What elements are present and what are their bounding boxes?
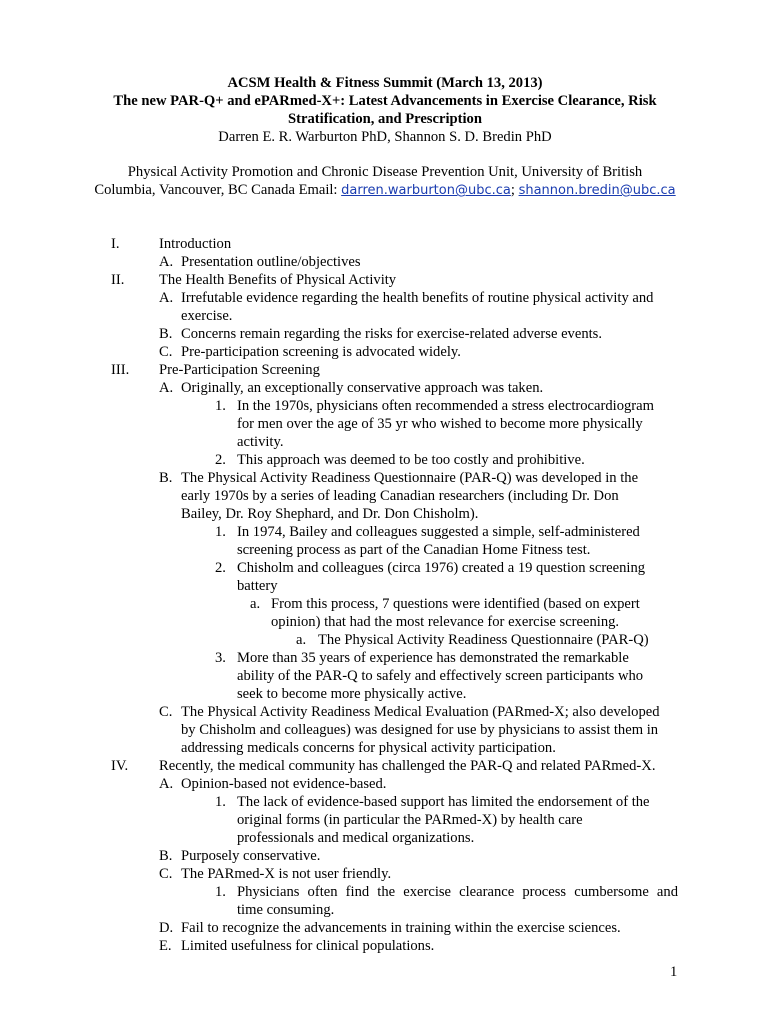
subitem-label: 2. xyxy=(215,560,226,576)
item-text: Presentation outline/objectives xyxy=(181,254,361,270)
subitem-text: screening process as part of the Canadian Home Fitness test. xyxy=(237,542,591,558)
item-label: B. xyxy=(159,848,173,864)
subsubitem-text: opinion) that had the most relevance for exercise screening. xyxy=(271,614,620,630)
item-label: D. xyxy=(159,920,174,936)
item-label: E. xyxy=(159,938,172,954)
subitem-text: The lack of evidence-based support has limited the endorsement of the xyxy=(237,794,650,810)
section-numeral: IV. xyxy=(111,758,129,774)
subitem-label: 1. xyxy=(215,524,226,540)
subitem-text: seek to become more physically active. xyxy=(237,686,467,702)
subitem-text: ability of the PAR-Q to safely and effectively screen participants who xyxy=(237,668,644,684)
item-text: The Physical Activity Readiness Medical Evaluation (PARmed-X; also developed xyxy=(181,704,660,720)
section-heading: Introduction xyxy=(159,236,232,252)
item-text: The PARmed-X is not user friendly. xyxy=(181,866,392,882)
section-heading: Pre-Participation Screening xyxy=(159,362,320,378)
item-label: C. xyxy=(159,704,173,720)
subitem-label: 1. xyxy=(215,884,226,900)
item-text: Bailey, Dr. Roy Shephard, and Dr. Don Chisholm). xyxy=(181,506,479,522)
item-label: A. xyxy=(159,290,174,306)
section-numeral: III. xyxy=(111,362,130,378)
item-text: Concerns remain regarding the risks for exercise-related adverse events. xyxy=(181,326,603,342)
subitem-text: battery xyxy=(237,578,278,594)
subitem-label: 1. xyxy=(215,398,226,414)
subitem-text: time consuming. xyxy=(237,902,335,918)
subitem-text: This approach was deemed to be too costly and prohibitive. xyxy=(237,452,585,468)
item-text: by Chisholm and colleagues) was designed for use by physicians to assist them in xyxy=(181,722,659,738)
subitem-text: In 1974, Bailey and colleagues suggested a simple, self-administered xyxy=(237,524,640,540)
email-link-warburton[interactable]: darren.warburton@ubc.ca xyxy=(341,183,511,198)
item-label: A. xyxy=(159,776,174,792)
section-numeral: I. xyxy=(111,236,120,252)
item-text: Pre-participation screening is advocated widely. xyxy=(181,344,461,360)
affiliation-line-2 xyxy=(0,181,770,200)
item-text: addressing medicals concerns for physical activity participation. xyxy=(181,740,556,756)
item-text: Opinion-based not evidence-based. xyxy=(181,776,387,792)
document-subtitle-line-2: Stratification, and Prescription xyxy=(288,111,482,127)
subitem-text: More than 35 years of experience has demonstrated the remarkable xyxy=(237,650,629,666)
subsubitem-text: From this process, 7 questions were identified (based on expert xyxy=(271,596,640,612)
section-numeral: II. xyxy=(111,272,125,288)
item-text: early 1970s by a series of leading Canadian researchers (including Dr. Don xyxy=(181,488,619,504)
item-text: Purposely conservative. xyxy=(181,848,321,864)
item-text: exercise. xyxy=(181,308,233,324)
section-heading: Recently, the medical community has challenged the PAR-Q and related PARmed-X. xyxy=(159,758,656,774)
subsubsubitem-label: a. xyxy=(296,632,307,648)
item-label: A. xyxy=(159,380,174,396)
item-text: Fail to recognize the advancements in training within the exercise sciences. xyxy=(181,920,621,936)
subitem-text: activity. xyxy=(237,434,284,450)
document-title: ACSM Health & Fitness Summit (March 13, 2013) xyxy=(227,75,543,91)
item-label: B. xyxy=(159,470,173,486)
item-label: C. xyxy=(159,344,173,360)
item-text: The Physical Activity Readiness Questionnaire (PAR-Q) was developed in the xyxy=(181,470,639,486)
subitem-label: 3. xyxy=(215,650,226,666)
subitem-text: Physicians often find the exercise clearance process cumbersome and xyxy=(237,884,678,900)
affiliation-line-1: Physical Activity Promotion and Chronic Disease Prevention Unit, University of British xyxy=(127,164,643,180)
subitem-text: for men over the age of 35 yr who wished to become more physically xyxy=(237,416,643,432)
item-text: Originally, an exceptionally conservative approach was taken. xyxy=(181,380,544,396)
item-label: B. xyxy=(159,326,173,342)
subsubsubitem-text: The Physical Activity Readiness Questionnaire (PAR-Q) xyxy=(318,632,649,648)
affiliation-text: Columbia, Vancouver, BC Canada Email: xyxy=(94,182,342,198)
document-subtitle-line-1: The new PAR-Q+ and ePARmed-X+: Latest Advancements in Exercise Clearance, Risk xyxy=(113,93,657,109)
email-link-bredin[interactable]: shannon.bredin@ubc.ca xyxy=(518,183,676,198)
email-separator: ; xyxy=(510,182,519,198)
item-text: Irrefutable evidence regarding the health benefits of routine physical activity and xyxy=(181,290,654,306)
item-label: A. xyxy=(159,254,174,270)
page-number: 1 xyxy=(670,964,678,980)
subitem-text: Chisholm and colleagues (circa 1976) created a 19 question screening xyxy=(237,560,646,576)
authors: Darren E. R. Warburton PhD, Shannon S. D. Bredin PhD xyxy=(218,129,552,145)
item-label: C. xyxy=(159,866,173,882)
subitem-label: 2. xyxy=(215,452,226,468)
subsubitem-label: a. xyxy=(250,596,261,612)
subitem-text: In the 1970s, physicians often recommended a stress electrocardiogram xyxy=(237,398,654,414)
subitem-label: 1. xyxy=(215,794,226,810)
item-text: Limited usefulness for clinical populations. xyxy=(181,938,435,954)
subitem-text: original forms (in particular the PARmed-X) by health care xyxy=(237,812,583,828)
section-heading: The Health Benefits of Physical Activity xyxy=(159,272,397,288)
subitem-text: professionals and medical organizations. xyxy=(237,830,475,846)
